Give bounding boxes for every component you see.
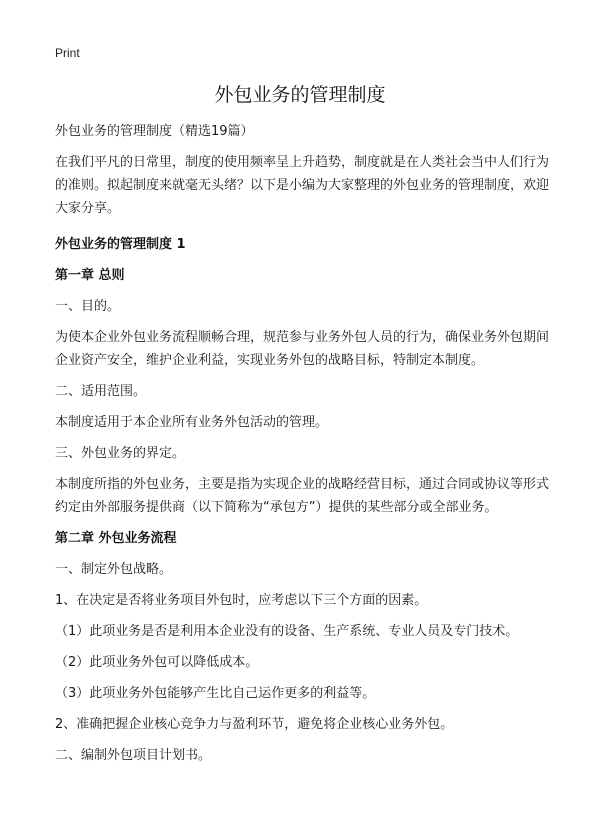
chapter-2-item-1: 一、制定外包战略。 [55, 562, 173, 577]
chapter-1-item-2: 二、适用范围。 [55, 384, 147, 399]
chapter-2-title: 第二章 外包业务流程 [55, 531, 177, 546]
chapter-2-item-1-1: 1、在决定是否将业务项目外包时，应考虑以下三个方面的因素。 [55, 593, 428, 608]
page-title: 外包业务的管理制度 [214, 84, 386, 106]
chapter-1-item-2-text: 本制度适用于本企业所有业务外包活动的管理。 [55, 415, 329, 430]
section-title: 外包业务的管理制度 1 [55, 237, 186, 252]
document-body [55, 120, 555, 767]
chapter-1-item-3-text: 本制度所指的外包业务，主要是指为实现企业的战略经营目标，通过合同或协议等形式约定由外部服务提供商（以下简称为“承包方”）提供的某些部分或全部业务。 [55, 477, 550, 515]
chapter-2-item-1-1-c: （3）此项业务外包能够产生比自己运作更多的利益等。 [55, 686, 376, 701]
print-link[interactable]: Print [55, 46, 80, 60]
subtitle: 外包业务的管理制度（精选19篇） [55, 124, 254, 139]
chapter-2-item-1-1-a: （1）此项业务是否是利用本企业没有的设备、生产系统、专业人员及专门技术。 [55, 624, 519, 639]
intro-paragraph: 在我们平凡的日常里，制度的使用频率呈上升趋势，制度就是在人类社会当中人们行为的准则。拟起制度来就毫无头绪？以下是小编为大家整理的外包业务的管理制度，欢迎大家分享。 [55, 155, 550, 216]
chapter-2-item-1-1-b: （2）此项业务外包可以降低成本。 [55, 655, 259, 670]
chapter-2-item-1-2: 2、准确把握企业核心竞争力与盈利环节，避免将企业核心业务外包。 [55, 717, 454, 732]
chapter-1-item-1-text: 为使本企业外包业务流程顺畅合理，规范参与业务外包人员的行为，确保业务外包期间企业资产安全，维护企业利益，实现业务外包的战略目标，特制定本制度。 [55, 330, 550, 368]
chapter-1-title: 第一章 总则 [55, 268, 125, 283]
chapter-1-item-3: 三、外包业务的界定。 [55, 446, 186, 461]
chapter-2-item-2: 二、编制外包项目计划书。 [55, 748, 212, 763]
chapter-1-item-1: 一、目的。 [55, 299, 121, 314]
